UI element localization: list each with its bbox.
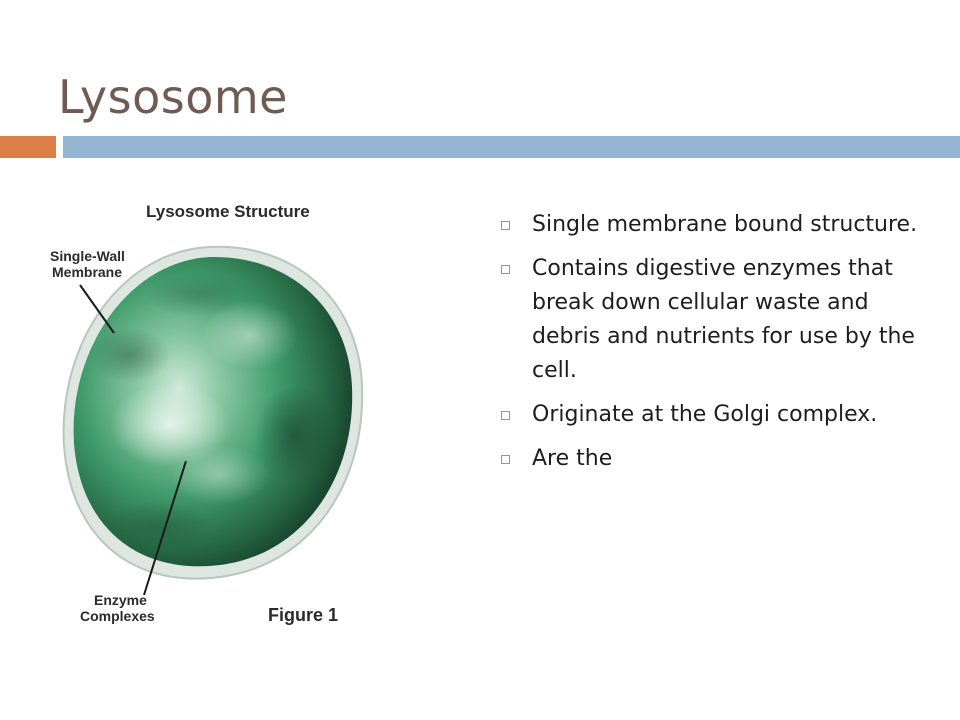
lysosome-figure: [40, 185, 380, 635]
title-underline-bar: [63, 136, 960, 158]
membrane-label-line1: Single-Wall: [50, 248, 125, 264]
square-bullet-icon: [501, 411, 510, 420]
texture-shadow: [90, 327, 170, 383]
bullet-text: Originate at the Golgi complex.: [532, 402, 878, 427]
enzyme-label-line2: Complexes: [80, 608, 155, 624]
bullet-item: [498, 398, 918, 432]
figure-caption: Figure 1: [268, 605, 339, 625]
title-accent-bar: [0, 136, 56, 158]
figure-heading: Lysosome Structure: [146, 202, 310, 221]
membrane-label-line2: Membrane: [52, 264, 123, 280]
bullet-item: [498, 442, 918, 476]
slide-title: Lysosome: [58, 70, 288, 124]
square-bullet-icon: [501, 221, 510, 230]
texture-shadow: [145, 273, 255, 317]
bullet-text: Single membrane bound structure.: [532, 212, 918, 237]
square-bullet-icon: [501, 265, 510, 274]
bullet-text: Contains digestive enzymes that break down cellular waste and debris and nutrients for use by the cell.: [532, 256, 915, 383]
texture-shadow: [255, 385, 335, 485]
enzyme-label-line1: Enzyme: [94, 592, 147, 608]
bullet-text: Are the: [532, 446, 613, 471]
square-bullet-icon: [501, 455, 510, 464]
texture-highlight: [170, 445, 270, 505]
lysosome-illustration: [40, 185, 380, 635]
bullet-list: [498, 208, 918, 486]
bullet-item: [498, 208, 918, 242]
bullet-item: [498, 252, 918, 388]
